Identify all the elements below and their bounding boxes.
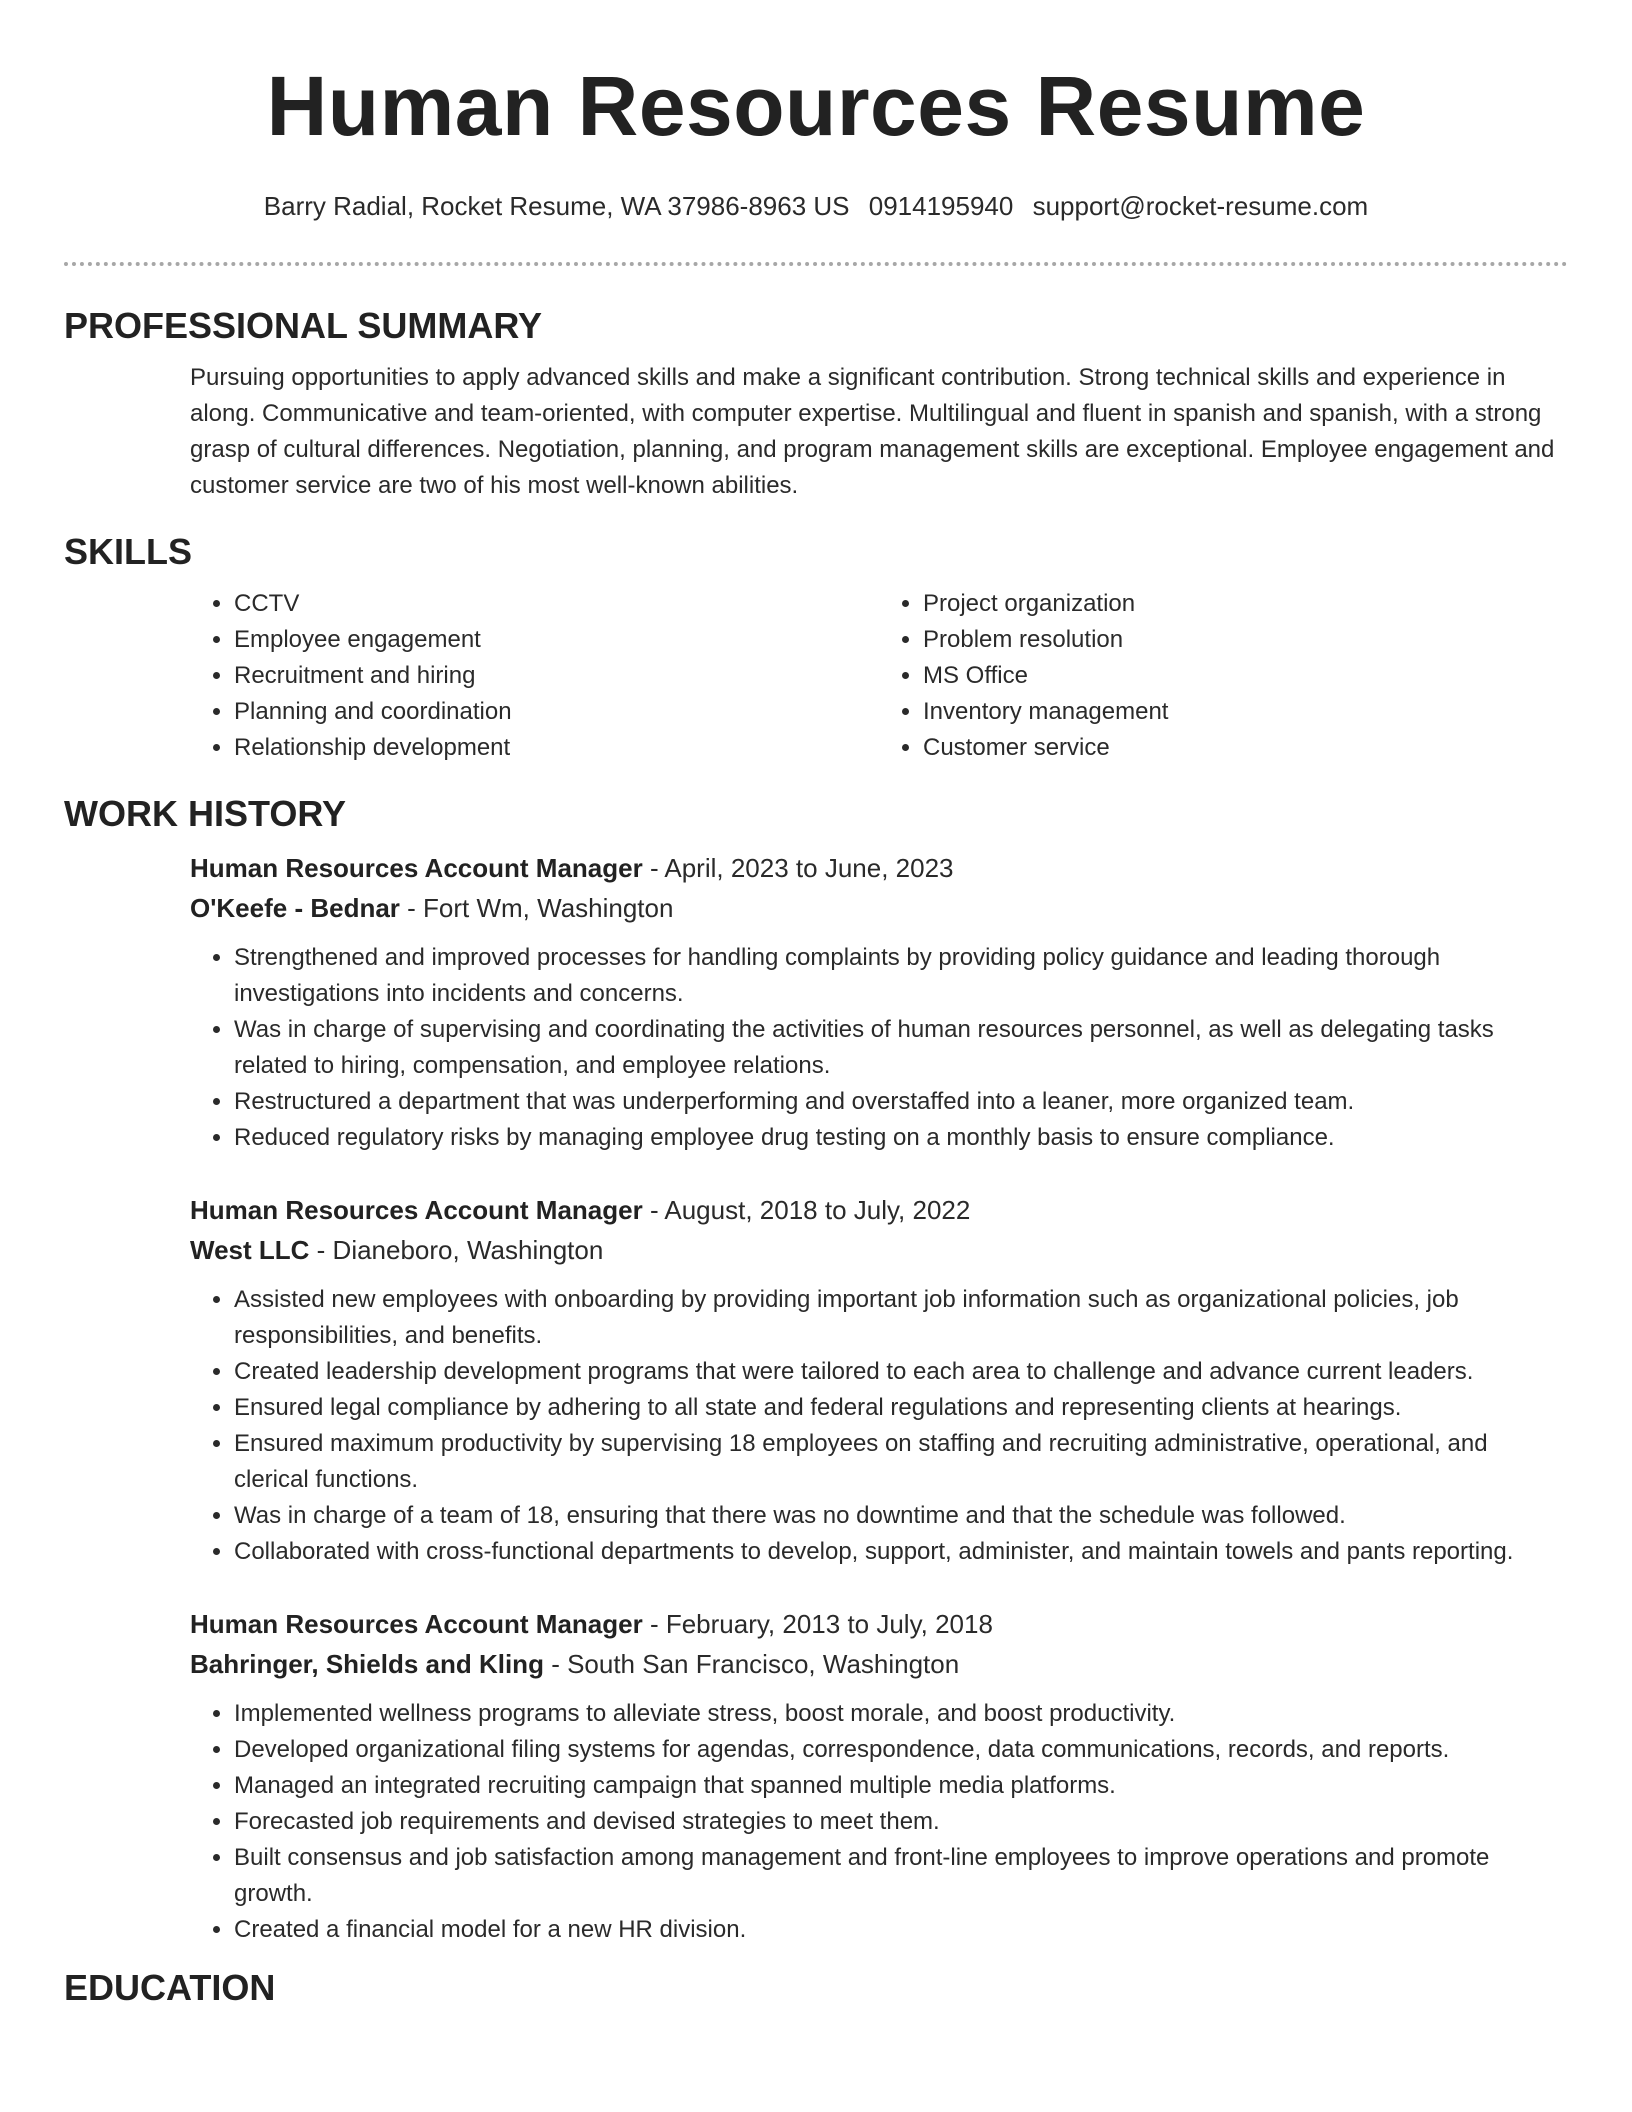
job-dates: - February, 2013 to July, 2018 xyxy=(649,1609,993,1639)
job-dates: - April, 2023 to June, 2023 xyxy=(649,853,954,883)
work-history-body xyxy=(190,848,1568,1948)
summary-body xyxy=(190,360,1568,504)
contact-email: support@rocket-resume.com xyxy=(1032,191,1369,221)
summary-heading: PROFESSIONAL SUMMARY xyxy=(64,305,543,346)
job-bullet: • Created a financial model for a new HR division. xyxy=(234,1912,1568,1948)
skills-column-left xyxy=(190,586,879,766)
skill-item: • Planning and coordination xyxy=(234,694,879,730)
job-bullet: • Ensured legal compliance by adhering to all state and federal regulations and representing clients at hearings. xyxy=(234,1390,1568,1426)
job-location: - Fort Wm, Washington xyxy=(407,893,674,923)
contact-line xyxy=(64,190,1568,222)
job-location: - South San Francisco, Washington xyxy=(551,1649,960,1679)
job-bullet: • Ensured maximum productivity by supervising 18 employees on staffing and recruiting administrative, operational, and clerical functions. xyxy=(234,1426,1568,1498)
job-title: Human Resources Account Manager xyxy=(190,853,643,883)
job-title-line xyxy=(190,848,1568,888)
job-entry xyxy=(190,1604,1568,1948)
contact-address: Barry Radial, Rocket Resume, WA 37986-8963 US xyxy=(263,191,850,221)
skill-item: • Customer service xyxy=(923,730,1568,766)
job-title-line xyxy=(190,1604,1568,1644)
job-bullet: • Built consensus and job satisfaction among management and front-line employees to improve operations and promote growth. xyxy=(234,1840,1568,1912)
job-bullet: • Was in charge of supervising and coordinating the activities of human resources personnel, as well as delegating tasks related to hiring, compensation, and employee relations. xyxy=(234,1012,1568,1084)
skill-item: • Project organization xyxy=(923,586,1568,622)
job-company-line xyxy=(190,1644,1568,1684)
job-bullet: • Collaborated with cross-functional departments to develop, support, administer, and maintain towels and pants reporting. xyxy=(234,1534,1568,1570)
job-company: West LLC xyxy=(190,1235,310,1265)
job-dates: - August, 2018 to July, 2022 xyxy=(649,1195,971,1225)
skills-list xyxy=(190,586,1568,766)
job-bullets xyxy=(190,940,1568,1156)
skill-item: • Relationship development xyxy=(234,730,879,766)
job-bullet: • Developed organizational filing systems for agendas, correspondence, data communications, records, and reports. xyxy=(234,1732,1568,1768)
job-bullet: • Implemented wellness programs to alleviate stress, boost morale, and boost productivity. xyxy=(234,1696,1568,1732)
job-title-line xyxy=(190,1190,1568,1230)
contact-phone: 0914195940 xyxy=(868,191,1014,221)
skills-column-right xyxy=(879,586,1568,766)
job-company: Bahringer, Shields and Kling xyxy=(190,1649,544,1679)
job-title: Human Resources Account Manager xyxy=(190,1195,643,1225)
job-bullet: • Forecasted job requirements and devised strategies to meet them. xyxy=(234,1804,1568,1840)
job-bullet: • Restructured a department that was underperforming and overstaffed into a leaner, more organized team. xyxy=(234,1084,1568,1120)
job-title: Human Resources Account Manager xyxy=(190,1609,643,1639)
job-bullet: • Created leadership development programs that were tailored to each area to challenge and advance current leaders. xyxy=(234,1354,1568,1390)
job-entry xyxy=(190,1190,1568,1570)
work-history-heading: WORK HISTORY xyxy=(64,793,347,834)
summary-text: Pursuing opportunities to apply advanced skills and make a significant contribution. Strong technical skills and experience in along. Communicative and team-oriented, with computer expertise. Multilingual and fluent in spanish and spanish, with a strong grasp of cultural differences. Negotiation, planning, and program management skills are exceptional. Employee engagement and customer service are two of his most well-known abilities. xyxy=(190,364,1555,499)
job-bullets xyxy=(190,1282,1568,1570)
skill-item: • Inventory management xyxy=(923,694,1568,730)
job-company-line xyxy=(190,888,1568,928)
education-heading: EDUCATION xyxy=(64,1967,276,2008)
header-divider xyxy=(64,262,1568,266)
job-bullet: • Strengthened and improved processes for handling complaints by providing policy guidance and leading thorough investigations into incidents and concerns. xyxy=(234,940,1568,1012)
job-bullet: • Managed an integrated recruiting campaign that spanned multiple media platforms. xyxy=(234,1768,1568,1804)
skill-item: • Recruitment and hiring xyxy=(234,658,879,694)
job-entry xyxy=(190,848,1568,1156)
skill-item: • Employee engagement xyxy=(234,622,879,658)
skill-item: • Problem resolution xyxy=(923,622,1568,658)
job-bullet: • Assisted new employees with onboarding by providing important job information such as organizational policies, job responsibilities, and benefits. xyxy=(234,1282,1568,1354)
job-bullet: • Reduced regulatory risks by managing employee drug testing on a monthly basis to ensure compliance. xyxy=(234,1120,1568,1156)
job-company: O'Keefe - Bednar xyxy=(190,893,400,923)
job-bullet: • Was in charge of a team of 18, ensuring that there was no downtime and that the schedule was followed. xyxy=(234,1498,1568,1534)
resume-title: Human Resources Resume xyxy=(266,59,1366,153)
skill-item: • MS Office xyxy=(923,658,1568,694)
job-company-line xyxy=(190,1230,1568,1270)
job-location: - Dianeboro, Washington xyxy=(316,1235,604,1265)
skill-item: • CCTV xyxy=(234,586,879,622)
job-bullets xyxy=(190,1696,1568,1948)
skills-heading: SKILLS xyxy=(64,531,193,572)
